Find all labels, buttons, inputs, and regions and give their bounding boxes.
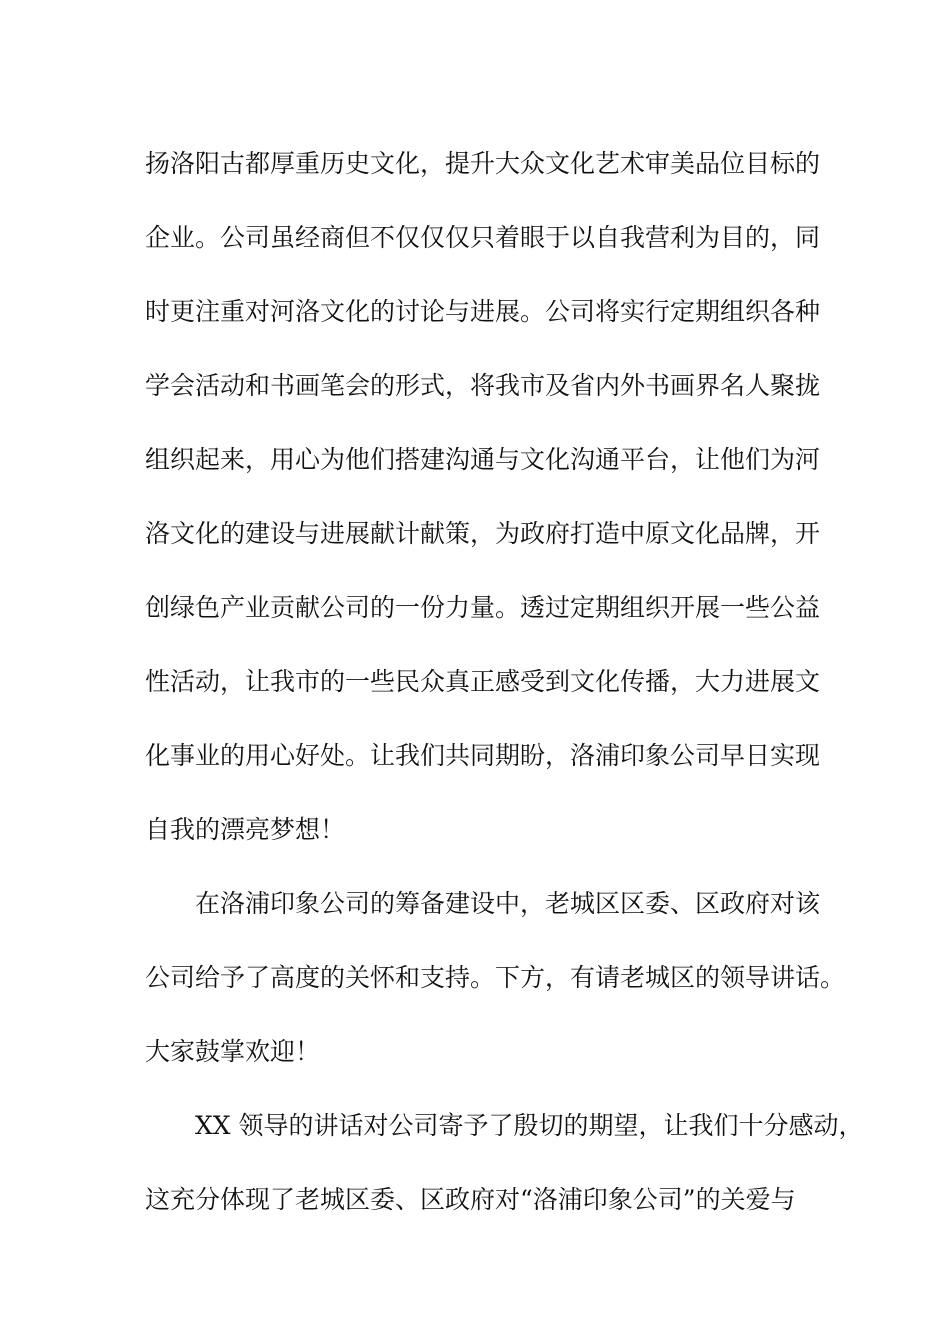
text-line-2: 企业。公司虽经商但不仅仅仅只着眼于以自我营利为目的，同 xyxy=(145,223,821,252)
text-line-6: 洛文化的建设与进展献计献策，为政府打造中原文化品牌，开 xyxy=(145,519,821,548)
text-line-9: 化事业的用心好处。让我们共同期盼，洛浦印象公司早日实现 xyxy=(145,741,821,770)
text-line-1: 扬洛阳古都厚重历史文化，提升大众文化艺术审美品位目标的 xyxy=(145,149,821,178)
document-body xyxy=(145,127,864,1237)
text-line-4: 学会活动和书画笔会的形式，将我市及省内外书画界名人聚拢 xyxy=(145,371,821,400)
text-line-13: 大家鼓掌欢迎！ xyxy=(145,1037,321,1066)
text-line-8: 性活动，让我市的一些民众真正感受到文化传播，大力进展文 xyxy=(145,667,821,696)
text-line-5: 组织起来，用心为他们搭建沟通与文化沟通平台，让他们为河 xyxy=(145,445,821,474)
text-line-10: 自我的漂亮梦想！ xyxy=(145,815,346,844)
text-line-15: 这充分体现了老城区委、区政府对“洛浦印象公司”的关爱与 xyxy=(145,1185,796,1214)
paragraph-start-line-11: 在洛浦印象公司的筹备建设中，老城区区委、区政府对该 xyxy=(195,889,821,918)
paragraph-start-line-14: XX 领导的讲话对公司寄予了殷切的期望，让我们十分感动， xyxy=(195,1111,864,1140)
text-line-12: 公司给予了高度的关怀和支持。下方，有请老城区的领导讲话。 xyxy=(145,963,846,992)
text-line-3: 时更注重对河洛文化的讨论与进展。公司将实行定期组织各种 xyxy=(145,297,821,326)
text-line-7: 创绿色产业贡献公司的一份力量。透过定期组织开展一些公益 xyxy=(145,593,821,622)
